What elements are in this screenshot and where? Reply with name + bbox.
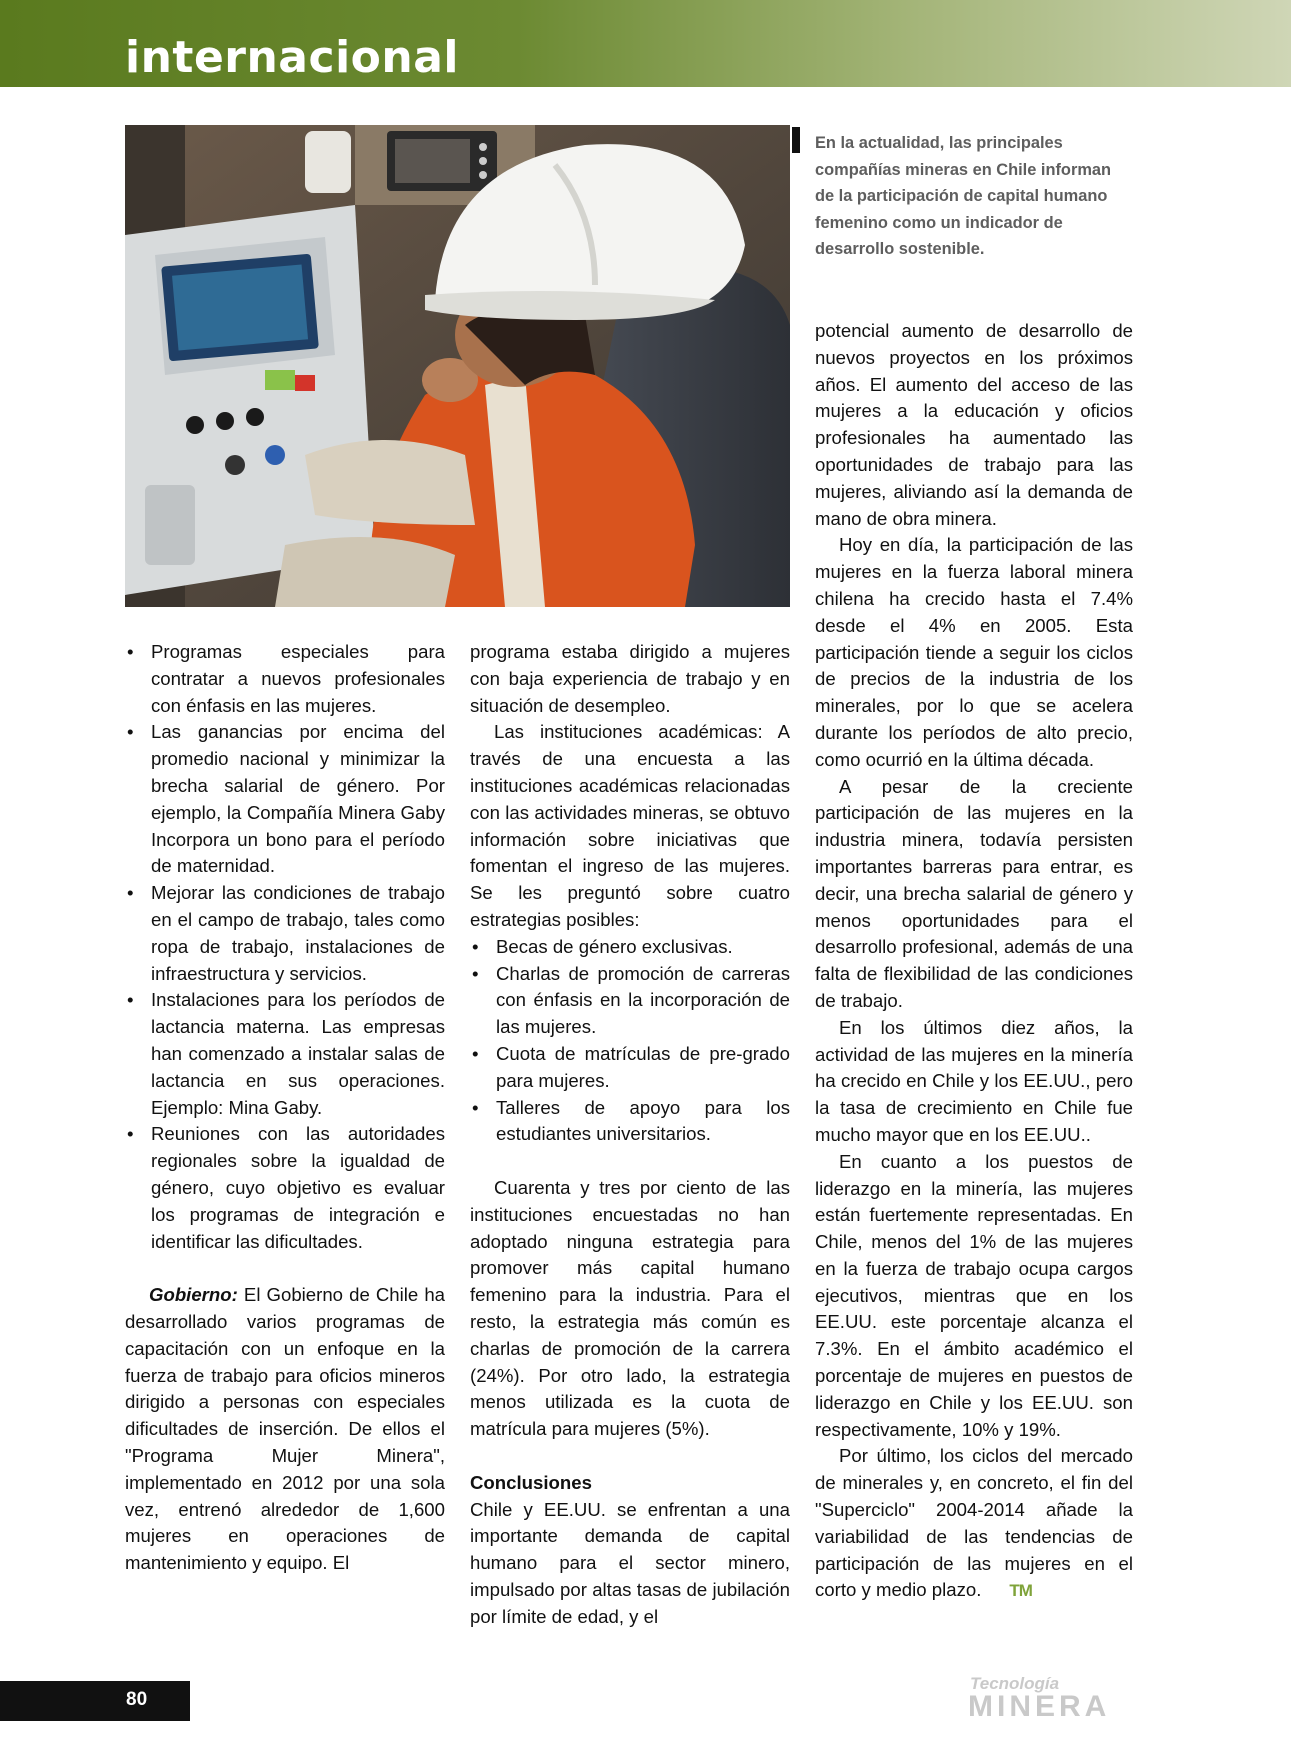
paragraph: Chile y EE.UU. se enfrentan a una importante demanda de capital humano para el sector minero, impulsado por altas tasas de jubilación por límite de edad, y el — [470, 1498, 790, 1627]
logo-small-text: Tecnología — [970, 1674, 1060, 1693]
paragraph: Cuarenta y tres por ciento de las instituciones encuestadas no han adoptado ninguna estrategia para promover más capital humano femenino para la industria. Para el resto, la estrategia más común es charlas de promoción de la carrera (24%). Por otro lado, la estrategia menos utilizada es la cuota de matrícula para mujeres (5%). — [470, 1176, 790, 1440]
list-item: • Reuniones con las autoridades regionales sobre la igualdad de género, cuyo objetivo es evaluar los programas de integración e identificar las dificultades. — [125, 1121, 445, 1255]
strategies-list — [470, 934, 790, 1148]
section-title: internacional — [125, 32, 459, 83]
logo-big-text: MINERA — [968, 1690, 1111, 1723]
pull-quote-bar — [792, 127, 800, 153]
paragraph: En cuanto a los puestos de liderazgo en la minería, las mujeres están fuertemente representadas. En Chile, menos del 1% de las mujeres en la fuerza de trabajo ocupa cargos ejecutivos, mientras que en los EE.UU. este porcentaje alcanza el 7.3%. En el ámbito académico el porcentaje de mujeres en puestos de liderazgo en Chile y los EE.UU. son respectivamente, 10% y 19%. — [815, 1150, 1133, 1440]
page-number: 80 — [126, 1689, 148, 1710]
list-item: • Instalaciones para los períodos de lactancia materna. Las empresas han comenzado a instalar salas de lactancia en sus operaciones. Ejemplo: Mina Gaby. — [125, 987, 445, 1121]
list-item: • Talleres de apoyo para los estudiantes universitarios. — [470, 1095, 790, 1149]
article-column-1 — [125, 639, 445, 1577]
paragraph: Hoy en día, la participación de las mujeres en la fuerza laboral minera chilena ha crecido hasta el 7.4% desde el 4% en 2005. Esta participación tiende a seguir los ciclos de precios de la industria de los minerales, por lo que se acelera durante los períodos de alto precio, como ocurrió en la última década. — [815, 534, 1133, 770]
paragraph-text: Por último, los ciclos del mercado de minerales y, en concreto, el fin del "Superciclo" 2004-2014 añade la variabilidad de las tendencias de participación de las mujeres en el corto y medio plazo. — [815, 1445, 1133, 1601]
gobierno-text: El Gobierno de Chile ha desarrollado varios programas de capacitación con un enfoque en la fuerza de trabajo para oficios mineros dirigido a personas con especiales dificultades de inserción. De ellos el "Programa Mujer Minera", implementado en 2012 por una sola vez, entrenó alrededor de 1,600 mujeres en operaciones de mantenimiento y equipo. El — [125, 1284, 445, 1574]
paragraph: Las instituciones académicas: A través de una encuesta a las instituciones académicas relacionadas con las actividades mineras, se obtuvo información sobre iniciativas que fomentan el ingreso de las mujeres. Se les preguntó sobre cuatro estrategias posibles: — [470, 721, 790, 930]
list-item: • Programas especiales para contratar a nuevos profesionales con énfasis en las mujeres. — [125, 639, 445, 719]
gobierno-paragraph — [125, 1282, 445, 1577]
pull-quote: En la actualidad, las principales compañías mineras en Chile informan de la participación de capital humano femenino como un indicador de desarrollo sostenible. — [815, 134, 1112, 258]
magazine-logo — [968, 1676, 1138, 1722]
conclusiones-heading: Conclusiones — [470, 1471, 592, 1493]
paragraph: A pesar de la creciente participación de las mujeres en la industria minera, todavía persisten importantes barreras para entrar, es decir, una brecha salarial de género y menos oportunidades para el desarrollo profesional, además de una falta de flexibilidad de las condiciones de trabajo. — [815, 775, 1133, 1011]
paragraph: programa estaba dirigido a mujeres con baja experiencia de trabajo y en situación de desempleo. — [470, 641, 790, 716]
paragraph: En los últimos diez años, la actividad de las mujeres en la minería ha crecido en Chile y los EE.UU., pero la tasa de crecimiento en Chile fue mucho mayor que en los EE.UU.. — [815, 1016, 1133, 1145]
gobierno-lead: Gobierno: — [149, 1284, 238, 1306]
article-column-2 — [470, 639, 790, 1630]
page-number-box — [0, 1681, 190, 1721]
list-item: • Las ganancias por encima del promedio nacional y minimizar la brecha salarial de género. Por ejemplo, la Compañía Minera Gaby Incorpora un bono para el período de maternidad. — [125, 719, 445, 880]
closing-paragraph — [815, 1443, 1133, 1605]
list-item: • Charlas de promoción de carreras con énfasis en la incorporación de las mujeres. — [470, 961, 790, 1041]
article-photo — [125, 125, 790, 607]
list-item: • Cuota de matrículas de pre-grado para mujeres. — [470, 1041, 790, 1095]
tm-end-mark-icon: TM — [1009, 1581, 1032, 1601]
list-item: • Mejorar las condiciones de trabajo en el campo de trabajo, tales como ropa de trabajo, instalaciones de infraestructura y servicios. — [125, 880, 445, 987]
paragraph: potencial aumento de desarrollo de nuevos proyectos en los próximos años. El aumento del acceso de las mujeres a la educación y oficios profesionales ha aumentado las oportunidades de trabajo para las mujeres, aliviando así la demanda de mano de obra minera. — [815, 320, 1133, 529]
article-column-3 — [815, 318, 1133, 1605]
miner-woman-photo-icon — [125, 125, 790, 607]
benefits-list — [125, 639, 445, 1255]
list-item: • Becas de género exclusivas. — [470, 934, 790, 961]
